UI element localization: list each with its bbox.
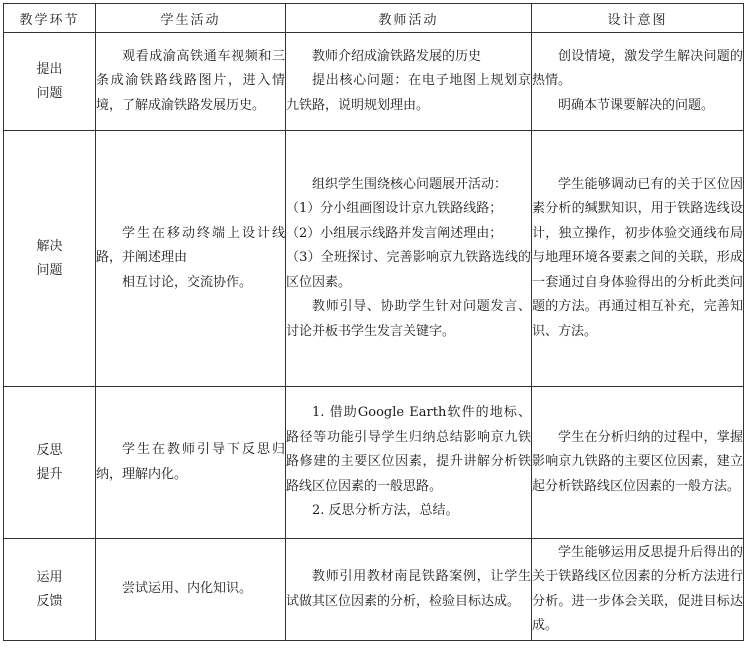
student-activity-text: 观看成渝高铁通车视频和三条成渝铁路线路图片，进入情境，了解成渝铁路发展历史。 — [96, 48, 285, 113]
header-teacher-activity: 教师活动 — [286, 4, 532, 33]
design-intent-text: 学生在分析归纳的过程中，掌握影响京九铁路的主要区位因素，建立起分析铁路线区位因素的一般方法。 — [532, 429, 743, 494]
stage-cell — [4, 539, 96, 641]
teacher-activity-text: （1）分小组画图设计京九铁路线路； — [286, 201, 503, 217]
student-activity-cell — [96, 33, 286, 131]
student-activity-cell — [96, 131, 286, 387]
student-activity-text: 相互讨论，交流协作。 — [122, 274, 253, 290]
table-row — [4, 387, 744, 539]
header-stage: 教学环节 — [4, 4, 96, 33]
stage-cell — [4, 33, 96, 131]
header-student-activity: 学生活动 — [96, 4, 286, 33]
stage-label: 提出 — [36, 61, 63, 77]
design-intent-text: 明确本节课要解决的问题。 — [558, 97, 715, 113]
header-row — [4, 4, 744, 33]
stage-label: 提升 — [36, 466, 63, 482]
stage-label: 问题 — [36, 85, 63, 101]
teacher-activity-text: （3）全班探讨、完善影响京九铁路选线的区位因素。 — [286, 250, 531, 290]
teacher-activity-text: 组织学生围绕核心问题展开活动： — [312, 176, 508, 192]
design-intent-cell — [532, 33, 744, 131]
design-intent-text: 学生能够运用反思提升后得出的关于铁路线区位因素的分析方法进行分析。进一步体会关联，促进目标达成。 — [532, 544, 743, 633]
teacher-activity-cell — [286, 131, 532, 387]
teacher-activity-text: 教师引用教材南昆铁路案例，让学生试做其区位因素的分析，检验目标达成。 — [286, 569, 531, 609]
student-activity-text: 学生在移动终端上设计线路，并阐述理由 — [96, 225, 285, 266]
design-intent-text: 创设情境，激发学生解决问题的热情。 — [532, 48, 743, 89]
table-row — [4, 131, 744, 387]
teacher-activity-cell — [286, 33, 532, 131]
teacher-activity-text: （2）小组展示线路并发言阐述理由； — [286, 225, 503, 241]
stage-cell — [4, 387, 96, 539]
design-intent-cell — [532, 131, 744, 387]
table-row — [4, 33, 744, 131]
stage-label: 问题 — [36, 262, 63, 278]
teacher-activity-text: 教师介绍成渝铁路发展的历史 — [312, 48, 482, 64]
student-activity-text: 学生在教师引导下反思归纳，理解内化。 — [96, 442, 285, 482]
teacher-activity-cell — [286, 539, 532, 641]
teacher-activity-text: 2. 反思分析方法，总结。 — [312, 503, 459, 519]
teacher-activity-text: 1. 借助Google Earth软件的地标、路径等功能引导学生归纳总结影响京九铁路修建的主要区位因素，提升讲解分析铁路线区位因素的一般思路。 — [286, 405, 531, 494]
stage-label: 反馈 — [36, 593, 63, 609]
design-intent-text: 学生能够调动已有的关于区位因素分析的缄默知识，用于铁路选线设计，独立操作，初步体验交通线布局与地理环境各要素之间的关联，形成一套通过自身体验得出的分析此类问题的方法。再通过相互补充，完善知识、方法。 — [532, 176, 743, 339]
lesson-plan-table — [3, 3, 744, 641]
design-intent-cell — [532, 539, 744, 641]
header-design-intent: 设计意图 — [532, 4, 744, 33]
stage-label: 运用 — [36, 569, 63, 585]
teacher-activity-text: 提出核心问题：在电子地图上规划京九铁路，说明规划理由。 — [286, 73, 531, 113]
stage-label: 反思 — [36, 442, 63, 458]
student-activity-cell — [96, 387, 286, 539]
student-activity-cell — [96, 539, 286, 641]
student-activity-text: 尝试运用、内化知识。 — [122, 581, 253, 597]
table-row — [4, 539, 744, 641]
stage-label: 解决 — [36, 238, 63, 254]
teacher-activity-cell — [286, 387, 532, 539]
stage-cell — [4, 131, 96, 387]
teacher-activity-text: 教师引导、协助学生针对问题发言、讨论并板书学生发言关键字。 — [286, 299, 531, 339]
design-intent-cell — [532, 387, 744, 539]
